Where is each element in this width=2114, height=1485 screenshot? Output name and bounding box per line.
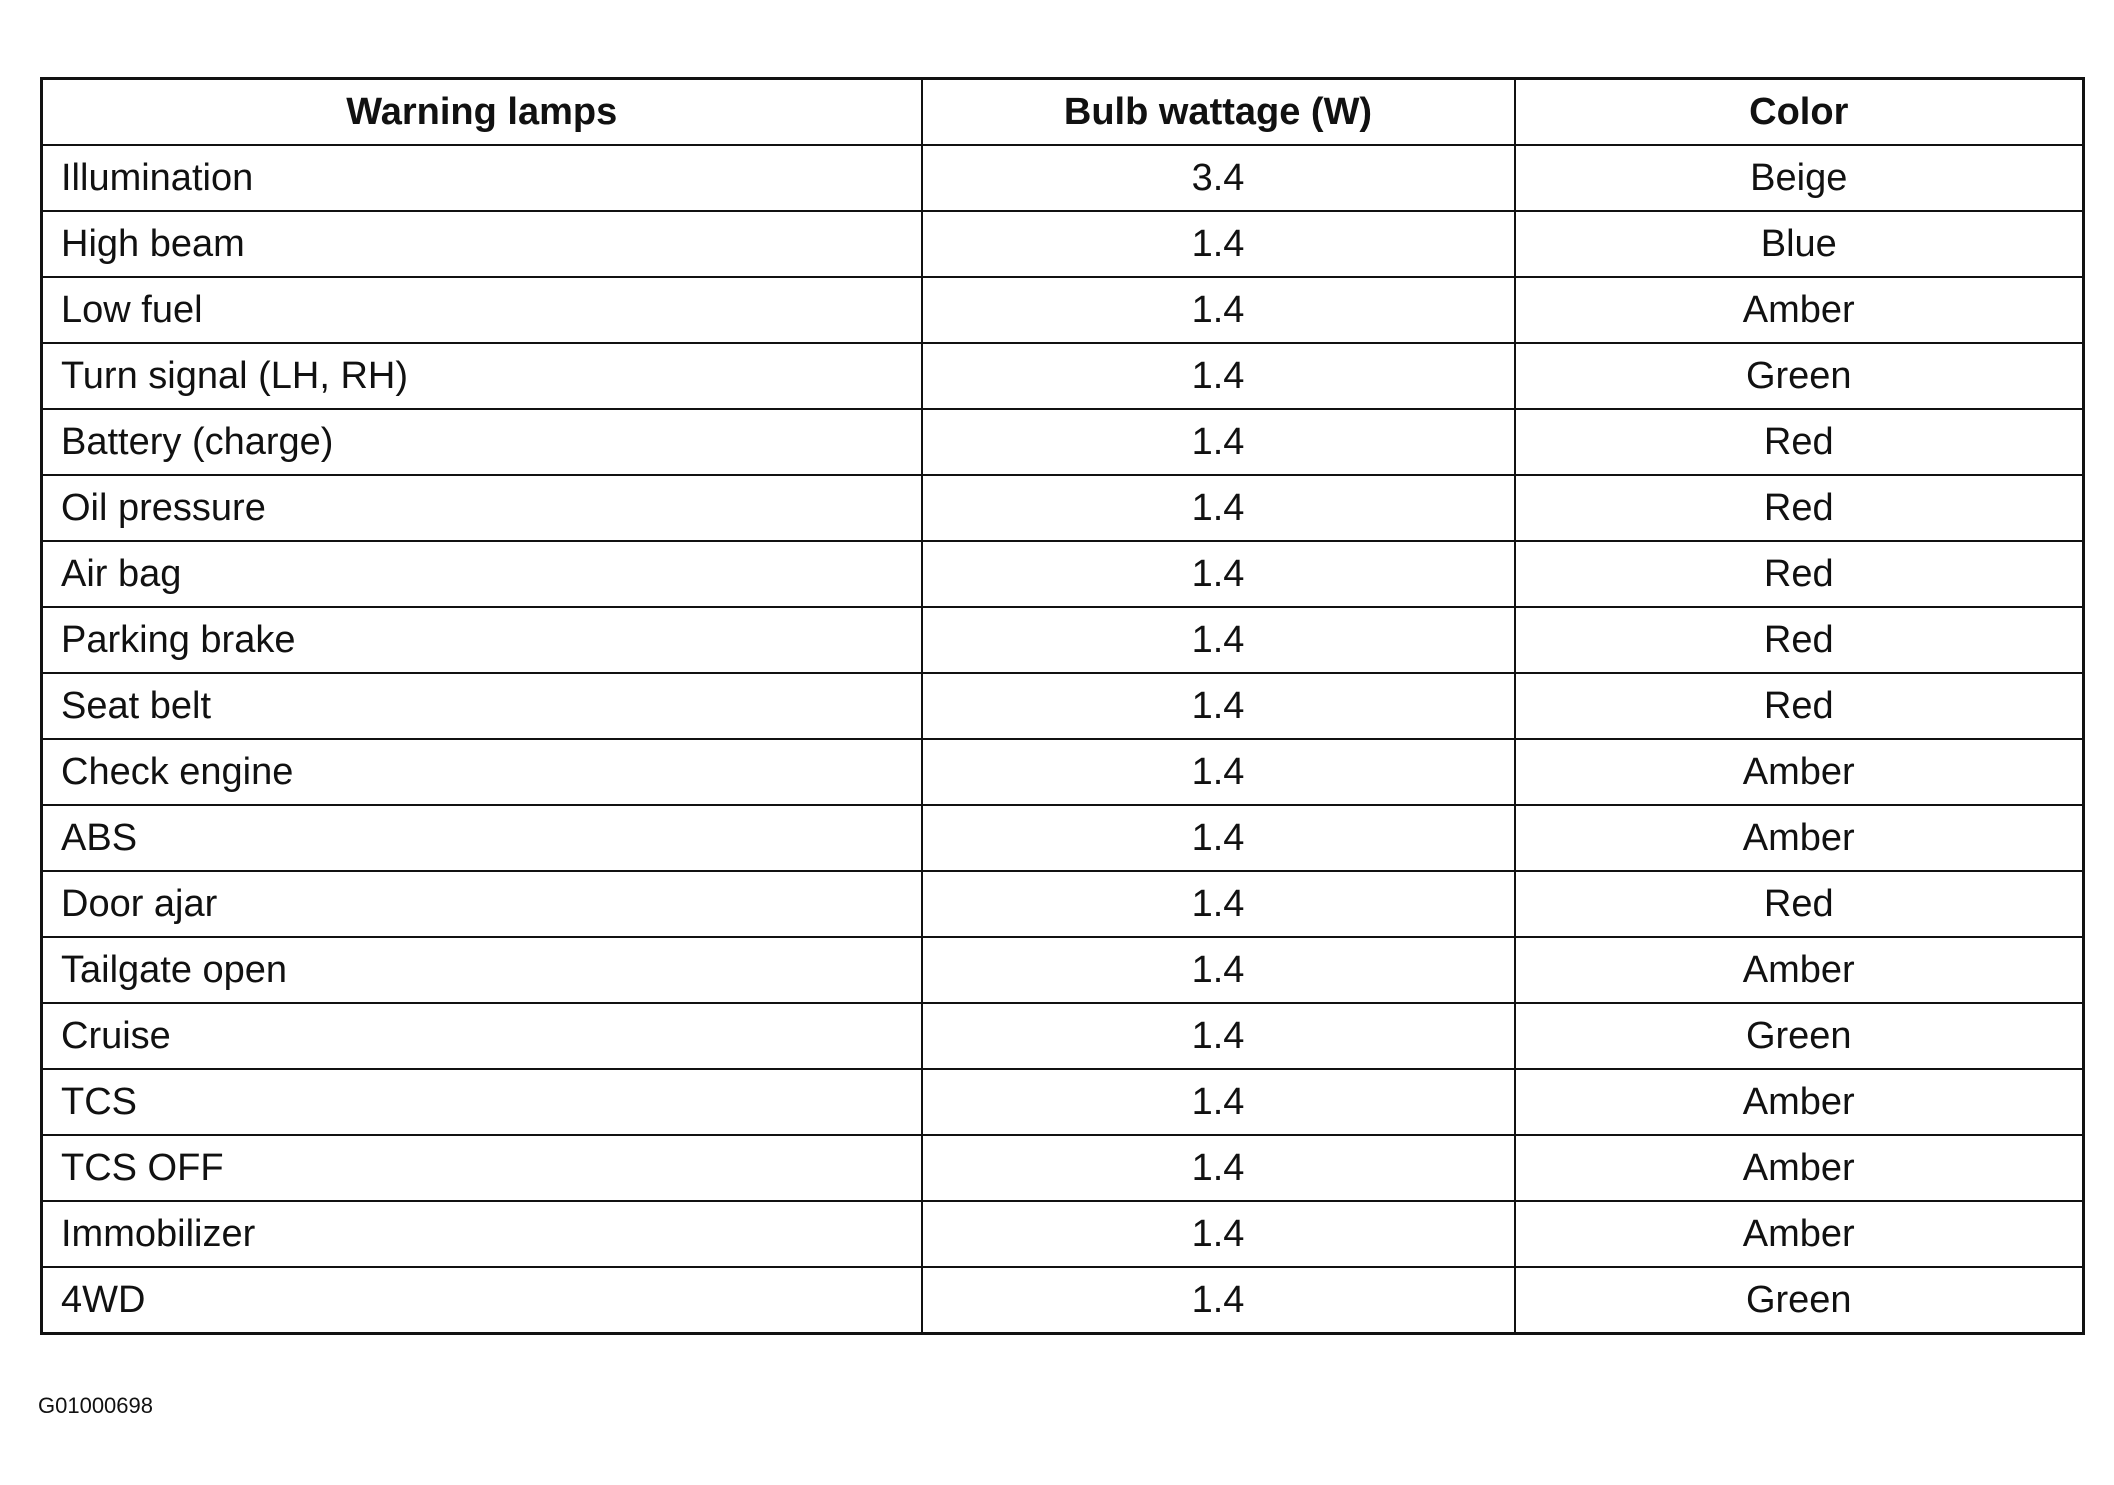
lamp-name-cell: TCS OFF <box>42 1135 922 1201</box>
lamp-color-cell: Blue <box>1515 211 2084 277</box>
table-row <box>42 1201 2084 1267</box>
lamp-color-cell: Red <box>1515 541 2084 607</box>
table-row <box>42 1069 2084 1135</box>
lamp-color-cell: Red <box>1515 607 2084 673</box>
bulb-wattage-cell: 1.4 <box>922 1003 1515 1069</box>
bulb-wattage-cell: 3.4 <box>922 145 1515 211</box>
header-warning-lamps: Warning lamps <box>42 79 922 146</box>
lamp-color-cell: Green <box>1515 343 2084 409</box>
lamp-color-cell: Red <box>1515 673 2084 739</box>
lamp-color-cell: Amber <box>1515 1201 2084 1267</box>
lamp-color-cell: Amber <box>1515 1069 2084 1135</box>
lamp-name-cell: Turn signal (LH, RH) <box>42 343 922 409</box>
table-row <box>42 211 2084 277</box>
lamp-name-cell: Battery (charge) <box>42 409 922 475</box>
bulb-wattage-cell: 1.4 <box>922 541 1515 607</box>
table-row <box>42 541 2084 607</box>
lamp-color-cell: Red <box>1515 871 2084 937</box>
lamp-name-cell: Cruise <box>42 1003 922 1069</box>
bulb-wattage-cell: 1.4 <box>922 739 1515 805</box>
lamp-color-cell: Green <box>1515 1267 2084 1334</box>
lamp-name-cell: Door ajar <box>42 871 922 937</box>
table-row <box>42 805 2084 871</box>
table-row <box>42 409 2084 475</box>
lamp-name-cell: Tailgate open <box>42 937 922 1003</box>
table-row <box>42 1135 2084 1201</box>
lamp-name-cell: Low fuel <box>42 277 922 343</box>
lamp-name-cell: Parking brake <box>42 607 922 673</box>
table-row <box>42 739 2084 805</box>
lamp-color-cell: Red <box>1515 409 2084 475</box>
table-row <box>42 871 2084 937</box>
bulb-wattage-cell: 1.4 <box>922 673 1515 739</box>
bulb-wattage-cell: 1.4 <box>922 871 1515 937</box>
table-row <box>42 277 2084 343</box>
bulb-wattage-cell: 1.4 <box>922 1069 1515 1135</box>
warning-lamps-table <box>40 77 2085 1335</box>
lamp-name-cell: High beam <box>42 211 922 277</box>
lamp-color-cell: Red <box>1515 475 2084 541</box>
lamp-color-cell: Amber <box>1515 805 2084 871</box>
table-header-row <box>42 79 2084 146</box>
lamp-color-cell: Amber <box>1515 739 2084 805</box>
table-row <box>42 673 2084 739</box>
lamp-color-cell: Amber <box>1515 277 2084 343</box>
lamp-name-cell: TCS <box>42 1069 922 1135</box>
header-bulb-wattage: Bulb wattage (W) <box>922 79 1515 146</box>
bulb-wattage-cell: 1.4 <box>922 343 1515 409</box>
lamp-color-cell: Amber <box>1515 937 2084 1003</box>
lamp-name-cell: 4WD <box>42 1267 922 1334</box>
bulb-wattage-cell: 1.4 <box>922 937 1515 1003</box>
bulb-wattage-cell: 1.4 <box>922 1267 1515 1334</box>
lamp-color-cell: Green <box>1515 1003 2084 1069</box>
lamp-name-cell: Oil pressure <box>42 475 922 541</box>
lamp-color-cell: Amber <box>1515 1135 2084 1201</box>
table-row <box>42 937 2084 1003</box>
lamp-name-cell: Illumination <box>42 145 922 211</box>
lamp-name-cell: ABS <box>42 805 922 871</box>
bulb-wattage-cell: 1.4 <box>922 211 1515 277</box>
table-row <box>42 1267 2084 1334</box>
bulb-wattage-cell: 1.4 <box>922 277 1515 343</box>
bulb-wattage-cell: 1.4 <box>922 409 1515 475</box>
table-body <box>42 145 2084 1334</box>
lamp-color-cell: Beige <box>1515 145 2084 211</box>
bulb-wattage-cell: 1.4 <box>922 1135 1515 1201</box>
table-row <box>42 343 2084 409</box>
lamp-name-cell: Immobilizer <box>42 1201 922 1267</box>
table-row <box>42 1003 2084 1069</box>
lamp-name-cell: Air bag <box>42 541 922 607</box>
bulb-wattage-cell: 1.4 <box>922 805 1515 871</box>
bulb-wattage-cell: 1.4 <box>922 1201 1515 1267</box>
table-row <box>42 607 2084 673</box>
bulb-wattage-cell: 1.4 <box>922 475 1515 541</box>
table-row <box>42 145 2084 211</box>
header-color: Color <box>1515 79 2084 146</box>
lamp-name-cell: Seat belt <box>42 673 922 739</box>
bulb-wattage-cell: 1.4 <box>922 607 1515 673</box>
table-row <box>42 475 2084 541</box>
lamp-name-cell: Check engine <box>42 739 922 805</box>
figure-code: G01000698 <box>38 1393 153 1418</box>
